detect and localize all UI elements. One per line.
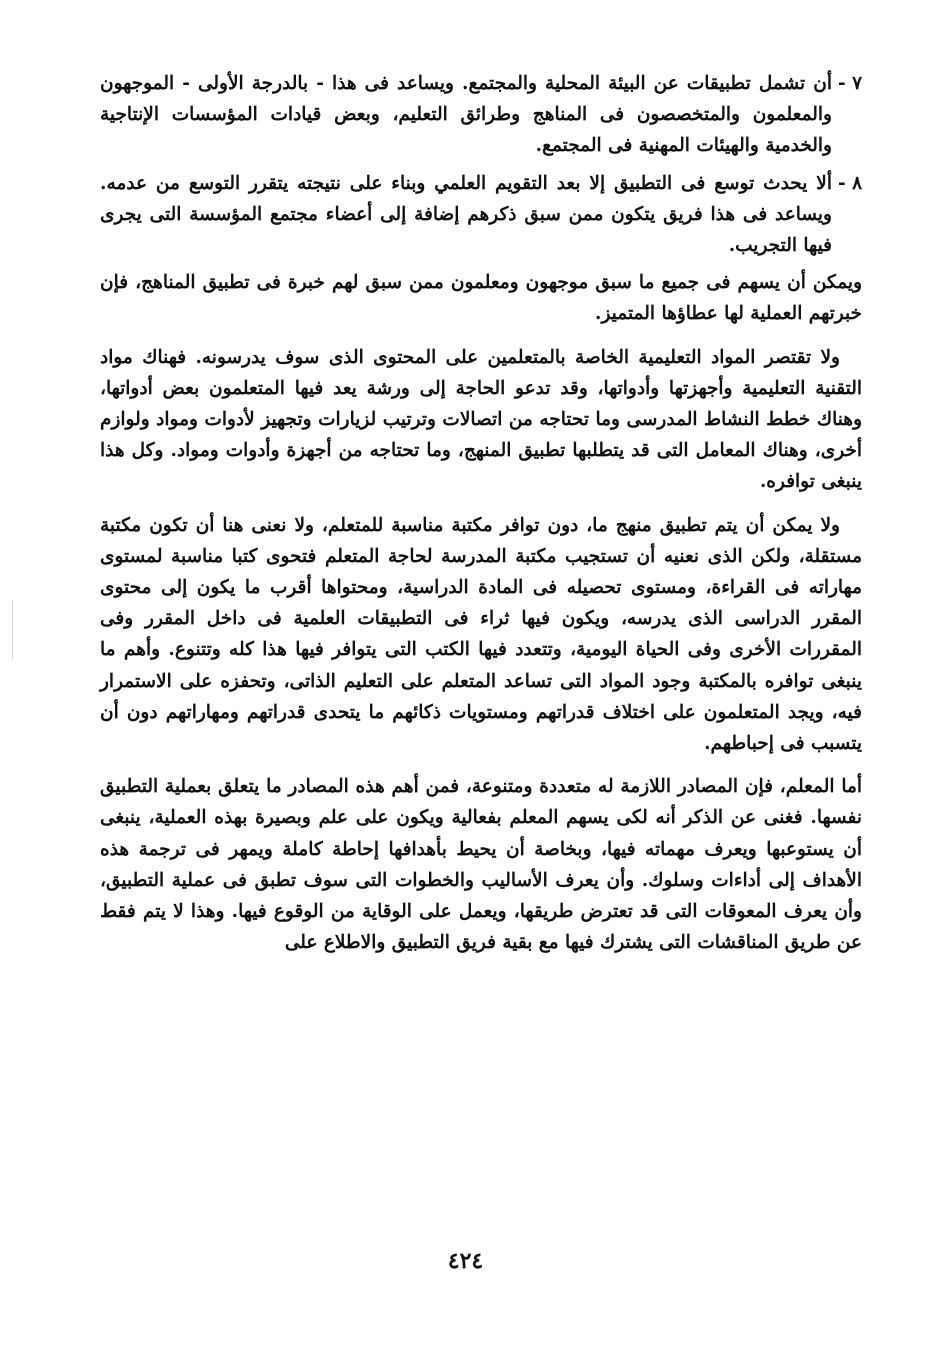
numbered-item-7 (100, 68, 862, 162)
paragraph-contributors: ويمكن أن يسهم فى جميع ما سبق موجهون ومعلمون ممن سبق لهم خبرة فى تطبيق المناهج، فإن خبرتهم العملية لها عطاؤها المتميز. (100, 272, 862, 325)
item-text: ألا يحدث توسع فى التطبيق إلا بعد التقويم العلمي وبناء على نتيجته يتقرر التوسع من عدمه. ويساعد فى هذا فريق يتكون ممن سبق ذكرهم إضافة إلى أعضاء مجتمع المؤسسة التى يجرى فيها التجريب. (100, 172, 832, 257)
item-number: ٧ - (837, 73, 862, 94)
paragraph-learning-materials: ولا تقتصر المواد التعليمية الخاصة بالمتعلمين على المحتوى الذى سوف يدرسونه. فهناك مواد التقنية التعليمية وأجهزتها وأدواتها، وقد تدعو الحاجة إلى ورشة يعد فيها المتعلمون بعض أدواتها، وهناك خطط النشاط المدرسى وما تحتاجه من اتصالات وترتيب لزيارات وتجهيز لأدوات ومواد ولوازم أخرى، وهناك المعامل التى قد يتطلبها تطبيق المنهج، وما تحتاجه من أجهزة وأدوات ومواد. وكل هذا ينبغى توافره. (100, 346, 862, 493)
paragraph-teacher-resources: أما المعلم، فإن المصادر اللازمة له متعددة ومتنوعة، فمن أهم هذه المصادر ما يتعلق بعملية التطبيق نفسها. فغنى عن الذكر أنه لكى يسهم المعلم بفعالية ويكون على علم وبصيرة بهذه العملية، ينبغى أن يستوعبها ويعرف مهماته فيها، وبخاصة أن يحيط بأهدافها إحاطة كاملة ويمهر فى ترجمة هذه الأهداف إلى أداءات وسلوك. وأن يعرف الأساليب والخطوات التى سوف تطبق فى عملية التطبيق، وأن يعرف المعوقات التى قد تعترض طريقها، ويعمل على الوقاية من الوقوع فيها. وهذا لا يتم فقط عن طريق المناقشات التى يشترك فيها مع بقية فريق التطبيق والاطلاع على (100, 776, 862, 954)
item-text: أن تشمل تطبيقات عن البيئة المحلية والمجتمع. ويساعد فى هذا - بالدرجة الأولى - الموجهون والمعلمون والمتخصصون فى المناهج وطرائق التعليم، وبعض قيادات المؤسسات الإنتاجية والخدمية والهيئات المهنية فى المجتمع. (100, 73, 832, 157)
paragraph-library: ولا يمكن أن يتم تطبيق منهج ما، دون توافر مكتبة مناسبة للمتعلم، ولا نعنى هنا أن تكون مكتبة مستقلة، ولكن الذى نعنيه أن تستجيب مكتبة المدرسة لحاجة المتعلم فتحوى كتبا مناسبة لمستوى مهاراته فى القراءة، ومستوى تحصيله فى المادة الدراسية، ومحتواها أقرب ما يكون إلى محتوى المقرر الدراسى الذى يدرسه، ويكون فيها ثراء فى التطبيقات العلمية فى داخل المقرر وفى المقررات الأخرى وفى الحياة اليومية، وتتعدد فيها الكتب التى يتوافر فيها هذا كله وتتنوع. وأهم ما ينبغى توافره بالمكتبة وجود المواد التى تساعد المتعلم على التعليم الذاتى، وتحفزه على الاستمرار فيه، ويجد المتعلمون على اختلاف قدراتهم ومستويات ذكائهم ما يتحدى قدراتهم ومهاراتهم دون أن يتسبب فى إحباطهم. (100, 514, 862, 755)
numbered-item-8 (100, 168, 862, 262)
item-number: ٨ - (837, 172, 862, 194)
page-body (100, 68, 862, 970)
scan-edge-mark (12, 600, 13, 660)
page-number: ٤٢٤ (447, 1248, 484, 1274)
